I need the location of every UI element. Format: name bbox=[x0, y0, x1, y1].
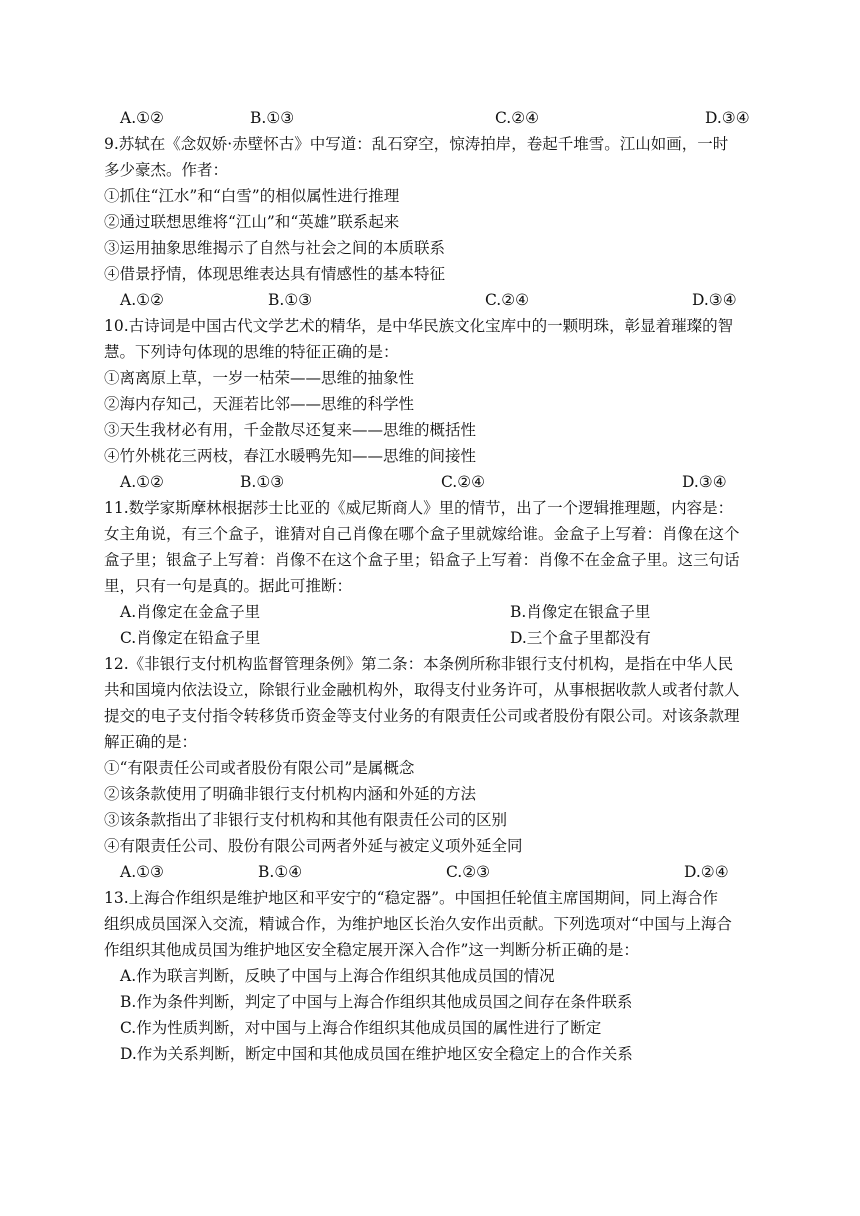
q10-option-c[interactable]: C.②④ bbox=[441, 473, 486, 491]
q12-option-b[interactable]: B.①④ bbox=[258, 863, 303, 881]
q11-stem-line-1: 11.数学家斯摩林根据莎士比亚的《威尼斯商人》里的情节，出了一个逻辑推理题，内容是： bbox=[104, 499, 734, 517]
q12-option-d[interactable]: D.②④ bbox=[684, 863, 729, 881]
q13-option-d[interactable]: D.作为关系判断，断定中国和其他成员国在维护地区安全稳定上的合作关系 bbox=[120, 1045, 633, 1063]
q8-options bbox=[120, 108, 760, 128]
q10-option-d[interactable]: D.③④ bbox=[682, 473, 727, 491]
q12-statement-3: ③该条款指出了非银行支付机构和其他有限责任公司的区别 bbox=[104, 811, 508, 829]
q13-option-a[interactable]: A.作为联言判断，反映了中国与上海合作组织其他成员国的情况 bbox=[120, 967, 555, 985]
q9-option-c[interactable]: C.②④ bbox=[485, 291, 530, 309]
q13-option-b[interactable]: B.作为条件判断，判定了中国与上海合作组织其他成员国之间存在条件联系 bbox=[120, 993, 633, 1011]
q12-statement-4: ④有限责任公司、股份有限公司两者外延与被定义项外延全同 bbox=[104, 837, 523, 855]
q8-option-d[interactable]: D.③④ bbox=[705, 109, 750, 127]
q9-stem-line-2: 多少豪杰。作者： bbox=[104, 161, 229, 179]
q9-statement-2: ②通过联想思维将“江山”和“英雄”联系起来 bbox=[104, 213, 400, 231]
q11-stem-line-3: 盒子里；银盒子上写着：肖像不在这个盒子里；铅盒子上写着：肖像不在金盒子里。这三句话 bbox=[104, 551, 740, 569]
q13-stem-line-3: 作组织其他成员国为维护地区安全稳定展开深入合作”这一判断分析正确的是： bbox=[104, 941, 639, 959]
q10-stem-line-2: 慧。下列诗句体现的思维的特征正确的是： bbox=[104, 343, 399, 361]
q13-stem-line-2: 组织成员国深入交流，精诚合作，为维护地区长治久安作出贡献。下列选项对“中国与上海合 bbox=[104, 915, 732, 933]
q10-stem-line-1: 10.古诗词是中国古代文学艺术的精华，是中华民族文化宝库中的一颗明珠，彰显着璀璨的智 bbox=[104, 317, 734, 335]
q9-statement-3: ③运用抽象思维揭示了自然与社会之间的本质联系 bbox=[104, 239, 446, 257]
q10-option-b[interactable]: B.①③ bbox=[240, 473, 285, 491]
q9-option-b[interactable]: B.①③ bbox=[268, 291, 313, 309]
q12-stem-line-1: 12.《非银行支付机构监督管理条例》第二条：本条例所称非银行支付机构，是指在中华人民 bbox=[104, 655, 734, 673]
q11-option-a[interactable]: A.肖像定在金盒子里 bbox=[120, 603, 261, 621]
q11-option-d[interactable]: D.三个盒子里都没有 bbox=[510, 629, 651, 647]
q9-option-d[interactable]: D.③④ bbox=[692, 291, 737, 309]
q12-statement-1: ①“有限责任公司或者股份有限公司”是属概念 bbox=[104, 759, 415, 777]
q13-stem-line-1: 13.上海合作组织是维护地区和平安宁的“稳定器”。中国担任轮值主席国期间，同上海合作 bbox=[104, 889, 719, 907]
q10-statement-1: ①离离原上草，一岁一枯荣——思维的抽象性 bbox=[104, 369, 415, 387]
q12-stem-line-2: 共和国境内依法设立，除银行业金融机构外，取得支付业务许可，从事根据收款人或者付款人 bbox=[104, 681, 740, 699]
q11-option-c[interactable]: C.肖像定在铅盒子里 bbox=[120, 629, 261, 647]
q11-option-b[interactable]: B.肖像定在银盒子里 bbox=[510, 603, 651, 621]
q10-statement-4: ④竹外桃花三两枝，春江水暖鸭先知——思维的间接性 bbox=[104, 447, 477, 465]
q11-stem-line-2: 女主角说，有三个盒子，谁猜对自己肖像在哪个盒子里就嫁给谁。金盒子上写着：肖像在这个 bbox=[104, 525, 740, 543]
q9-stem-line-1: 9.苏轼在《念奴娇·赤壁怀古》中写道：乱石穿空，惊涛拍岸，卷起千堆雪。江山如画，一时 bbox=[104, 135, 729, 153]
q8-option-b[interactable]: B.①③ bbox=[250, 109, 295, 127]
q12-options bbox=[120, 862, 760, 882]
q10-statement-3: ③天生我材必有用，千金散尽还复来——思维的概括性 bbox=[104, 421, 477, 439]
q9-options bbox=[120, 290, 760, 310]
q12-stem-line-3: 提交的电子支付指令转移货币资金等支付业务的有限责任公司或者股份有限公司。对该条款理 bbox=[104, 707, 740, 725]
q13-option-c[interactable]: C.作为性质判断，对中国与上海合作组织其他成员国的属性进行了断定 bbox=[120, 1019, 602, 1037]
q11-stem-line-4: 里，只有一句是真的。据此可推断： bbox=[104, 577, 353, 595]
q12-option-a[interactable]: A.①③ bbox=[120, 863, 164, 881]
q11-options-row-2 bbox=[120, 628, 760, 648]
q10-option-a[interactable]: A.①② bbox=[120, 473, 164, 491]
q12-option-c[interactable]: C.②③ bbox=[446, 863, 491, 881]
q9-statement-1: ①抓住“江水”和“白雪”的相似属性进行推理 bbox=[104, 187, 400, 205]
q10-statement-2: ②海内存知己，天涯若比邻——思维的科学性 bbox=[104, 395, 415, 413]
q11-options-row-1 bbox=[120, 602, 760, 622]
q10-options bbox=[120, 472, 760, 492]
q9-statement-4: ④借景抒情，体现思维表达具有情感性的基本特征 bbox=[104, 265, 446, 283]
q12-statement-2: ②该条款使用了明确非银行支付机构内涵和外延的方法 bbox=[104, 785, 477, 803]
q9-option-a[interactable]: A.①② bbox=[120, 291, 164, 309]
q12-stem-line-4: 解正确的是： bbox=[104, 733, 198, 751]
q8-option-a[interactable]: A.①② bbox=[120, 109, 164, 127]
q8-option-c[interactable]: C.②④ bbox=[495, 109, 540, 127]
